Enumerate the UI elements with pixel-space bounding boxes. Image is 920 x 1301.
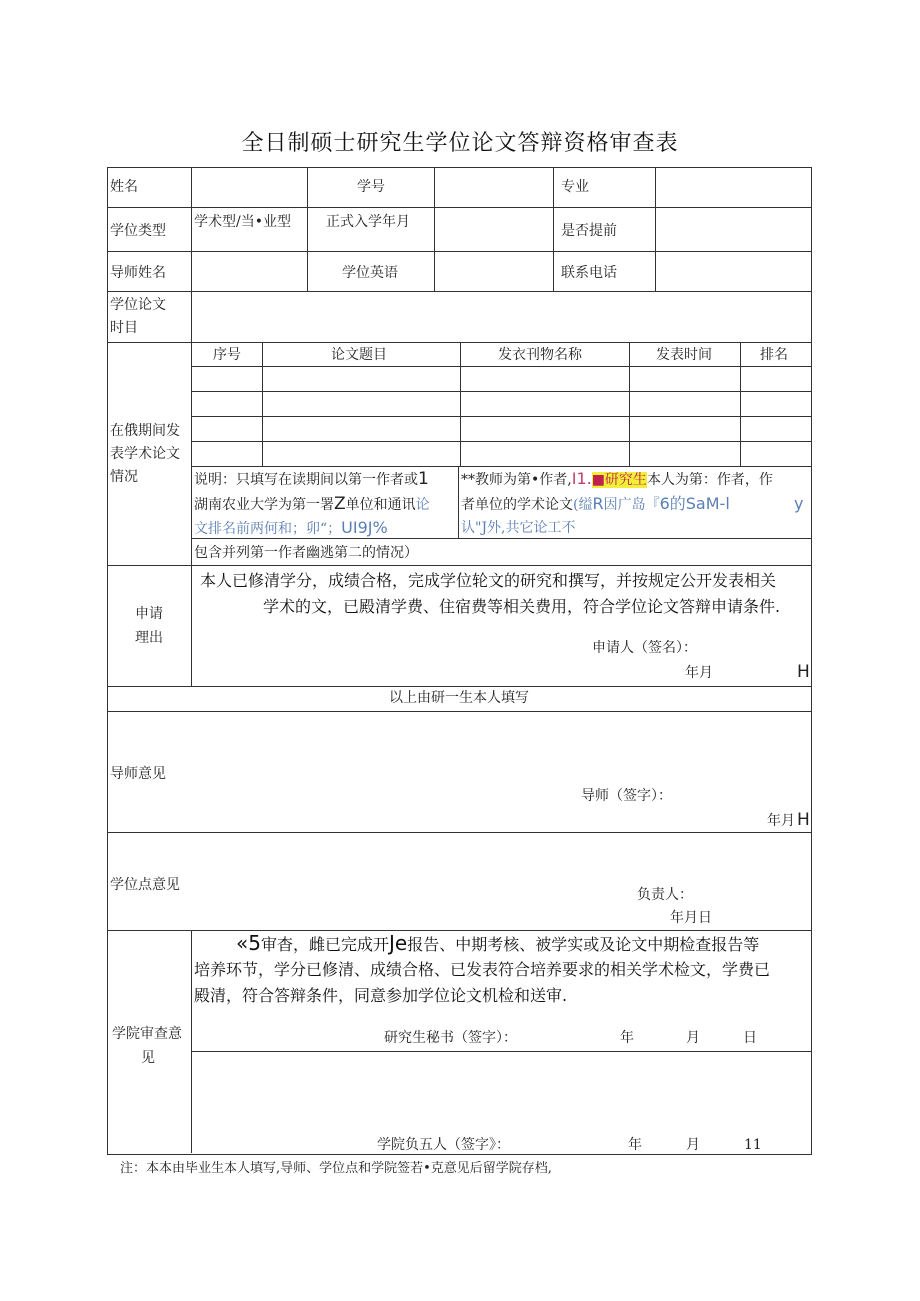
note-l2d: 论 bbox=[415, 497, 430, 513]
cell-line bbox=[553, 167, 554, 292]
label-column-line bbox=[191, 167, 192, 687]
name-label: 姓名 bbox=[110, 179, 138, 195]
college-head-month: 月 bbox=[686, 1137, 700, 1153]
cell-line bbox=[434, 167, 435, 292]
filled-by-note: 以上由研一生本人填写 bbox=[389, 690, 529, 706]
note-l3d: 认"J外,共它论工不 bbox=[461, 520, 576, 536]
row-divider bbox=[107, 207, 811, 208]
college-text1d: 报告、中期考核、被学实或及论文中期检查报告等 bbox=[407, 935, 760, 954]
paper-col-line bbox=[740, 342, 741, 466]
paper-col-line bbox=[262, 342, 263, 466]
paper-row-line bbox=[191, 441, 811, 442]
note-l3a: 文排名前两何和； bbox=[194, 521, 306, 537]
college-head-signature-label: 学院负五人（签字》： bbox=[377, 1137, 510, 1153]
site-date: 年月日 bbox=[670, 910, 712, 926]
thesis-title-label-line2: 时目 bbox=[110, 320, 138, 336]
note-l2g: R bbox=[592, 494, 604, 513]
row-divider bbox=[107, 565, 811, 566]
degree-type-label: 学位类型 bbox=[110, 223, 166, 239]
footnote: 注：本本由毕业生本人填写,导师、学位点和学院签若•克意见后留学院存档, bbox=[120, 1161, 552, 1176]
paper-row-line bbox=[191, 466, 811, 467]
row-divider bbox=[107, 832, 811, 833]
papers-header-rank: 排名 bbox=[760, 347, 788, 363]
apply-statement-line2: 学术的文，已殿清学费、住宿费等相关费用，符合学位论文答辩申请条件. bbox=[263, 597, 781, 616]
paper-col-line bbox=[629, 342, 630, 466]
papers-section-label-line2: 表学术论文 bbox=[110, 446, 180, 462]
cell-line bbox=[307, 167, 308, 292]
note-l2j: y bbox=[794, 494, 804, 513]
papers-note-line3 bbox=[194, 518, 388, 539]
note-l1f: 本人为第：作者，作 bbox=[646, 472, 773, 488]
college-statement-line3: 殿清，符合答辩条件，同意参加学位论文机检和送审. bbox=[194, 986, 568, 1005]
papers-note-line1 bbox=[194, 469, 429, 490]
secretary-month: 月 bbox=[686, 1030, 700, 1046]
thesis-title-label-line1: 学位论文 bbox=[110, 297, 166, 313]
advisor-date: 年月 bbox=[767, 813, 795, 829]
paper-row-line bbox=[191, 366, 811, 367]
college-statement-line2: 培养环节，学分已修清、成绩合格、已发表符合培养要求的相关学术检文，学费已 bbox=[194, 960, 771, 979]
row-divider bbox=[107, 291, 811, 292]
secretary-year: 年 bbox=[620, 1030, 634, 1046]
papers-note-line1-right bbox=[461, 469, 773, 490]
papers-section-label-line3: 情况 bbox=[110, 469, 138, 485]
college-statement-line1 bbox=[236, 931, 759, 957]
note-l1e: ■研究生 bbox=[591, 472, 647, 488]
secretary-day: 日 bbox=[743, 1030, 757, 1046]
phone-label: 联系电话 bbox=[561, 265, 617, 281]
college-review-label-line2: 见 bbox=[141, 1050, 155, 1066]
secretary-signature-label: 研究生秘书（签字）： bbox=[384, 1030, 517, 1046]
note-l2c: 单位和通讯 bbox=[345, 497, 416, 513]
note-l2b: Z bbox=[334, 494, 346, 514]
advisor-opinion-label: 导师意见 bbox=[110, 766, 166, 782]
note-l2e: 者单位的学术论文 bbox=[461, 497, 573, 513]
apply-statement-line1: 本人已修清学分，成绩合格，完成学位轮文的研究和撰写，并按规定公开发表相关 bbox=[200, 571, 777, 590]
papers-header-journal: 发衣刊物名称 bbox=[498, 347, 582, 363]
note-l3c: UI9J% bbox=[341, 518, 388, 537]
note-l2i: 6的SaM-l bbox=[659, 494, 730, 513]
row-divider bbox=[107, 686, 811, 687]
degree-english-label: 学位英语 bbox=[342, 265, 398, 281]
papers-header-date: 发表时间 bbox=[656, 347, 712, 363]
row-divider bbox=[107, 711, 811, 712]
note-l2f: (缢 bbox=[573, 497, 593, 513]
apply-label-line1: 申请 bbox=[135, 606, 163, 622]
paper-row-line bbox=[191, 416, 811, 417]
major-label: 专业 bbox=[561, 179, 589, 195]
early-defense-label: 是否提前 bbox=[561, 223, 617, 239]
student-id-label: 学号 bbox=[357, 179, 385, 195]
advisor-signature-label: 导师（签字）： bbox=[581, 788, 672, 804]
enroll-date-label: 正式入学年月 bbox=[326, 214, 410, 230]
advisor-name-label: 导师姓名 bbox=[110, 265, 166, 281]
note-col-line bbox=[458, 466, 459, 538]
college-text1c: Je bbox=[388, 931, 408, 955]
college-review-label-line1: 学院审查意 bbox=[112, 1026, 182, 1042]
paper-row-line bbox=[191, 391, 811, 392]
papers-note-line4: 包含并列第一作者幽逃第二的情况） bbox=[194, 545, 418, 561]
college-head-day: 11 bbox=[744, 1137, 762, 1153]
apply-label-line2: 理出 bbox=[135, 630, 163, 646]
row-divider bbox=[107, 251, 811, 252]
college-divider bbox=[191, 1051, 811, 1052]
applicant-signature-label: 申请人（签名）： bbox=[592, 640, 697, 656]
cell-line bbox=[655, 167, 656, 292]
note-l2a: 湖南农业大学为第一署 bbox=[194, 497, 334, 513]
degree-site-opinion-label: 学位点意见 bbox=[110, 877, 180, 893]
note-l3b: 卯“； bbox=[306, 521, 342, 537]
papers-header-title: 论文题目 bbox=[331, 347, 387, 363]
label-column-line bbox=[191, 930, 192, 1153]
note-l2h: 因广岛『 bbox=[603, 497, 660, 513]
advisor-date-tail: H bbox=[797, 810, 810, 830]
site-head-signature-label: 负责人： bbox=[637, 887, 693, 903]
note-l1a: 说明：只填写在读期间以第一作者或 bbox=[194, 472, 418, 488]
papers-note-line2 bbox=[194, 494, 430, 515]
papers-header-index: 序号 bbox=[213, 347, 241, 363]
apply-date: 年月 bbox=[685, 665, 713, 681]
apply-date-tail: H bbox=[797, 662, 810, 682]
form-title: 全日制硕士研究生学位论文答辩资格审查表 bbox=[241, 131, 679, 156]
note-l1c: **教师为第•作者, bbox=[461, 472, 572, 488]
note-l1d: I1. bbox=[571, 469, 592, 488]
note-l1b: 1 bbox=[418, 469, 429, 489]
papers-note-line2-right bbox=[461, 494, 730, 515]
paper-col-line bbox=[460, 342, 461, 466]
row-divider bbox=[107, 342, 811, 343]
papers-section-label-line1: 在俄期间发 bbox=[110, 423, 180, 439]
degree-type-value: 学术型/当•业型 bbox=[194, 214, 291, 230]
college-text1a: «5 bbox=[236, 931, 261, 955]
college-head-year: 年 bbox=[628, 1137, 642, 1153]
college-text1b: 审杳，雌已完成开 bbox=[260, 935, 389, 954]
